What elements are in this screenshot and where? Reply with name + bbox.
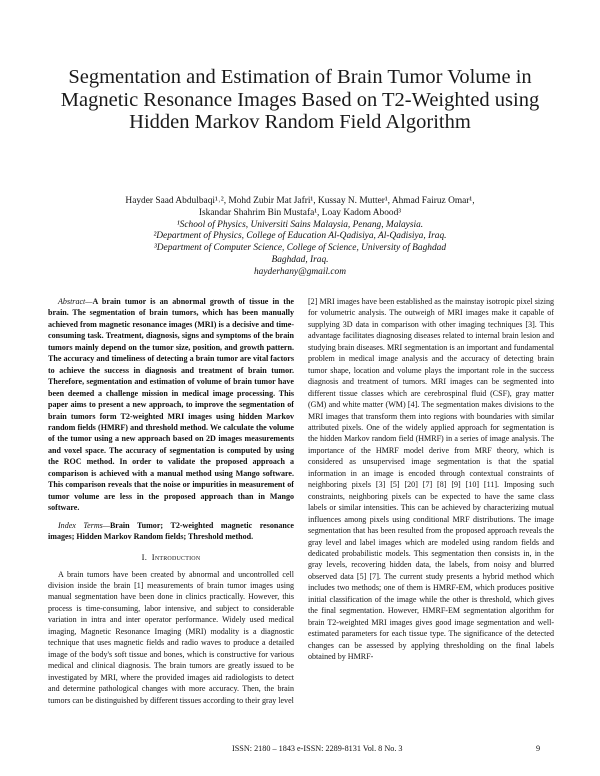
right-column [308,296,554,663]
journal-issn: ISSN: 2180 – 1843 e-ISSN: 2289-8131 Vol. 8 No. 3 [232,744,403,753]
author-list-line-1: Hayder Saad Abdulbaqi¹˒², Mohd Zubir Mat Jafri¹, Kussay N. Mutter¹, Ahmad Fairuz Omar¹, [125,196,475,206]
paper-title: Segmentation and Estimation of Brain Tumor Volume in Magnetic Resonance Images Based on T2-Weighted using Hidden Markov Random Field Algorithm [60,66,540,133]
left-column [48,296,294,706]
contact-email: hayderhany@gmail.com [253,266,347,277]
affiliation-3-city: Baghdad, Iraq. [271,254,329,265]
page-number: 9 [536,744,541,753]
section-heading [48,552,294,562]
section-title: Introduction [151,551,201,562]
abstract-label: Abstract— [58,297,93,306]
author-block [70,196,530,279]
affiliation-1: ¹School of Physics, Universiti Sains Malaysia, Penang, Malaysia. [176,219,424,230]
intro-paragraph-left: A brain tumors have been created by abnormal and uncontrolled cell division inside the brain [1] measurements of brain tumor images using manual segmentation have been done in clinics practically. However, this process is time-consuming, labor intensive, and subject to considerable variation in intra and inter operator performance. Widely used medical imaging, Magnetic Resonance Imaging (MRI) modality is a diagnostic technique that uses magnetic fields and radio waves to produce a detailed image of the body's soft tissue and bones, which is constructive for various medical and clinical diagnosis. The brain tumors are greatly issued to be investigated by MRI, where the provided images aid radiologists to detect and determine pathological changes with more accuracy. Then, the brain tumors can be distinguished by different tissues according to their gray level [48,569,294,705]
affiliation-3: ³Department of Computer Science, College of Science, University of Baghdad [153,243,447,254]
abstract [48,296,294,514]
intro-paragraph-right: [2] MRI images have been established as the mainstay isotropic pixel sizing for volumetric analysis. The outweigh of MRI images make it capable of supplying 3D data in comparison with other imaging techniques [3]. This advantage facilitates diagnosing diseases related to internal brain lesion and studying brain diseases. MRI segmentation is an important and fundamental problem in medical image analysis and the accuracy of detecting brain tumor shape, location and volume plays the important role in the success diagnosis and treatment of tumors. MRI images can be segmented into different tissue classes which are cerebrospinal fluid (CSF), gray matter (GM) and white matter (WM) [4]. The segmentation makes divisions to the MRI images that transform them into regions with boundaries with similar attributed pixels. One of the widely applied approach for segmentation is the hidden Markov random field (HMRF) in a series of image analysis. The importance of the HMRF model derive from MRF theory, which is considered as unsupervised image segmentation is that the spatial information in an image is encoded through contextual constraints of neighboring pixels [3] [5] [20] [7] [8] [9] [10] [11]. Imposing such constraints, neighboring pixels can be expected to have the same class labels or similar intensities. This can be achieved by characterizing mutual influences among pixels using conditional MRF distributions. The image segmentation that has been resulted from the proposed approach reveals the gray level and label images which are modeled using random fields and dedicated probabilistic models. This segmentation then consists in, in the gray levels, recovering hidden data, the labels, from noisy and blurred observed data [5] [7]. The current study presents a hybrid method which includes two methods; one of them is HMRF-EM, which produces positive initial classification of the image while the other is threshold, which gives the final segmentation. However, HMRF-EM segmentation algorithm for brain T2-weighted MRI images gives good image segmentation and well-estimated parameters for each tissue type. The significance of the detected changes can be assessed by applying thresholding on the final labels obtained by HMRF- [308,297,554,662]
index-terms-text: Brain Tumor; T2-weighted magnetic resonance images; Hidden Markov Random fields; Threshold method. [48,520,294,542]
index-terms [48,520,294,543]
abstract-text: A brain tumor is an abnormal growth of tissue in the brain. The segmentation of brain tumors, which has been manually achieved from magnetic resonance images (MRI) is a decisive and time-consuming task. Treatment, diagnosis, signs and symptoms of the brain tumors mainly depend on the tumor size, position, and growth pattern. The accuracy and timeliness of detecting a brain tumor are vital factors to achieve the success in diagnosis and treatment of brain tumor. Therefore, segmentation and estimation of volume of brain tumor have been deemed a challenge mission in medical image processing. This paper aims to present a new approach, to improve the segmentation of brain tumors form T2-weighted MRI images using hidden Markov random fields (HMRF) and threshold method. We calculate the volume of the tumor using a new approach based on 2D images measurements and voxel space. The accuracy of segmentation is computed by using the ROC method. In order to validate the proposed approach a comparison is achieved with a manual method using Mango software. This comparison reveals that the noise or impurities in measurement of tumor volume are less in the proposed approach than in Mango software. [48,297,294,513]
affiliation-2: ²Department of Physics, College of Education Al-Qadisiya, Al-Qadisiya, Iraq. [153,231,447,242]
section-number: I. [141,551,148,562]
index-terms-label: Index Terms— [58,520,110,530]
author-list-line-2: Iskandar Shahrim Bin Mustafa¹, Loay Kadom Abood³ [198,207,402,218]
